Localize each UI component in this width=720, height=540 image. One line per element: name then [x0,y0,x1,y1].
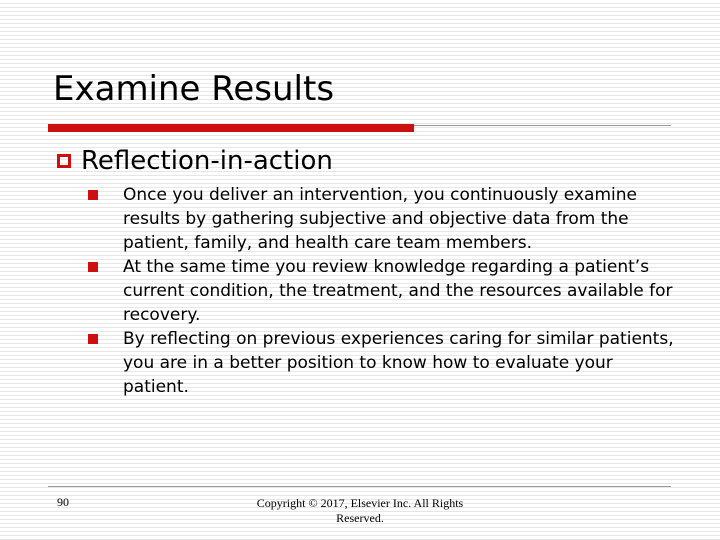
title-accent-bar [48,124,414,132]
footer-divider-line [48,486,671,487]
solid-square-bullet-icon [88,334,98,344]
sub-bullet-text: Once you deliver an intervention, you continuously examine results by gathering subjective and objective data from the patient, family, and health care team members. [123,185,637,253]
sub-bullet-item [88,327,678,399]
copyright-line-2: Reserved. [336,511,384,525]
main-bullet-text: Reflection-in-action [81,146,333,176]
sub-bullet-text: At the same time you review knowledge regarding a patient’s current condition, the treatment, and the resources available for recovery. [123,257,673,325]
solid-square-bullet-icon [88,262,98,272]
solid-square-bullet-icon [88,190,98,200]
sub-bullet-text: By reflecting on previous experiences caring for similar patients, you are in a better position to know how to evaluate your patient. [123,329,674,397]
page-number: 90 [57,495,69,509]
copyright-line-1: Copyright © 2017, Elsevier Inc. All Rights [256,496,464,510]
sub-bullet-list [88,183,678,399]
sub-bullet-item [88,183,678,255]
copyright-notice [240,496,480,526]
sub-bullet-item [88,255,678,327]
hollow-square-bullet-icon [57,154,71,168]
title-divider-line [414,125,671,126]
slide-title: Examine Results [53,69,335,109]
main-bullet [57,148,333,174]
